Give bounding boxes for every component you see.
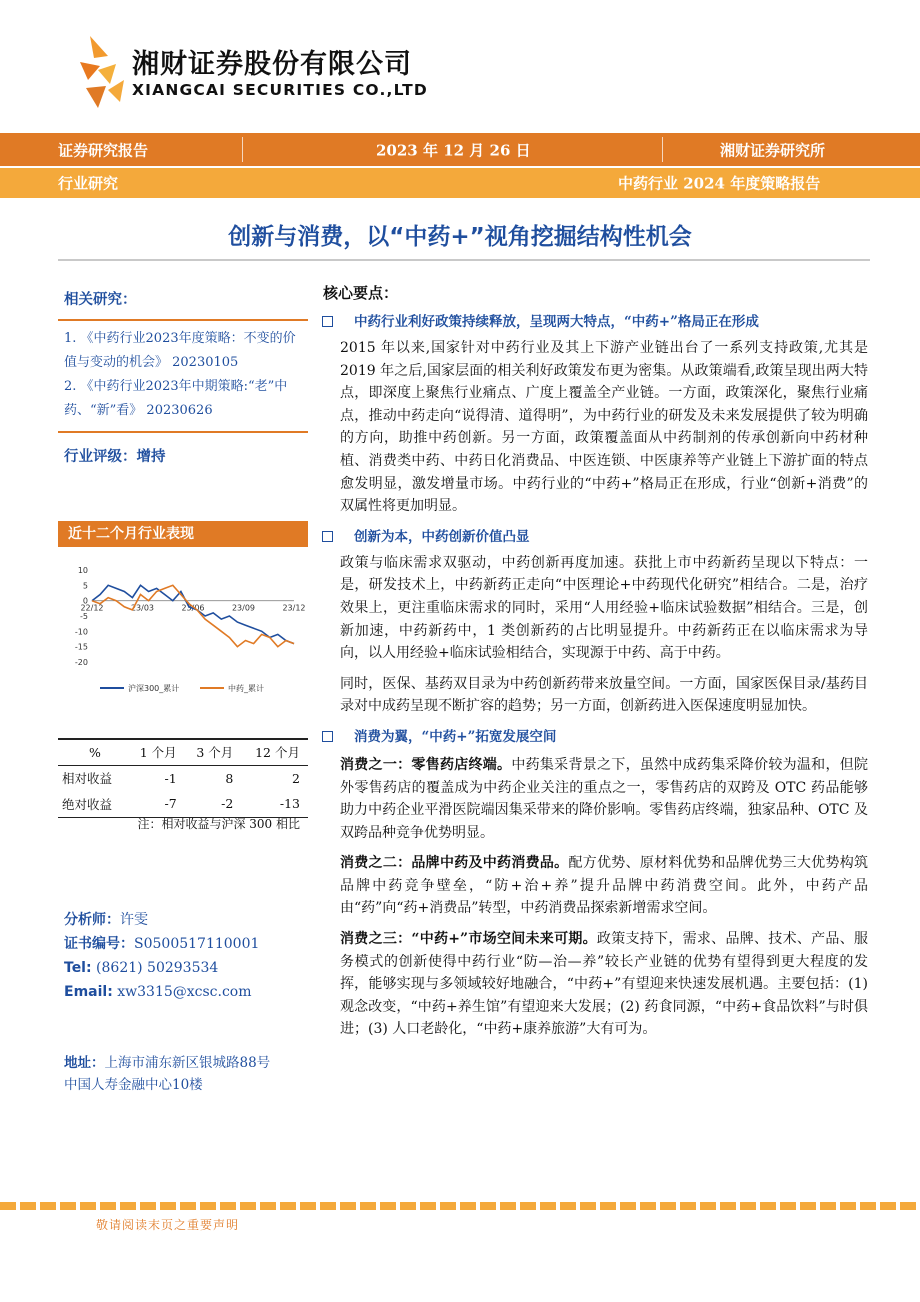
paragraph: 2015 年以来,国家针对中药行业及其上下游产业链出台了一系列支持政策,尤其是 2019 年之后,国家层面的相关利好政策发布更为密集。从政策端看,政策呈现出两大特点，即深度上聚焦行业痛点、广度上覆盖全产业链。一方面，政策深化，聚焦行业痛点，推动中药走向“说得清、道得明”，为中药行业的研发及未来发展提供了较为明确的方向，助推中药创新。另一方面，政策覆盖面从中药制剂的传承创新向中药材种植、消费类中药、中药日化消费品、中医连锁、中医康养等产业链上下游扩面的特点愈发明显，激发增量市场。中药行业的“中药+”格局正在形成，行业“创新+消费”的双属性将更加明显。 bbox=[340, 340, 868, 515]
analyst-label: 分析师： bbox=[64, 912, 120, 928]
table-note: 注：相对收益与沪深 300 相比 bbox=[137, 817, 300, 831]
y-tick-label: 0 bbox=[82, 596, 88, 606]
row-label: 绝对收益 bbox=[62, 796, 113, 812]
related-label: 相关研究： bbox=[64, 292, 137, 308]
address-label: 地址： bbox=[64, 1055, 105, 1071]
table-cell: -2 bbox=[221, 796, 234, 812]
tel-label: Tel: bbox=[64, 960, 92, 976]
company-logo bbox=[80, 36, 428, 108]
point-heading-1 bbox=[320, 311, 868, 333]
company-name-en: XIANGCAI SECURITIES CO.,LTD bbox=[132, 81, 428, 99]
related-item[interactable]: 1. 《中药行业2023年度策略：不变的价值与变动的机会》 20230105 bbox=[64, 331, 296, 370]
col-header: % bbox=[89, 744, 101, 760]
report-title: 创新与消费，以“中药+”视角挖掘结构性机会 bbox=[228, 224, 692, 250]
x-tick-label: 23/09 bbox=[231, 603, 256, 613]
paragraph-lead: 消费之二：品牌中药及中药消费品。 bbox=[340, 855, 569, 872]
table-header-row bbox=[58, 739, 308, 765]
legend-label: 沪深300_累计 bbox=[128, 684, 180, 693]
email-address[interactable]: xw3315@xcsc.com bbox=[117, 984, 252, 1000]
x-tick-label: 22/12 bbox=[80, 603, 104, 613]
square-bullet-icon bbox=[322, 531, 333, 542]
title-divider bbox=[58, 259, 870, 261]
band-divider bbox=[662, 137, 663, 162]
paragraph: 同时，医保、基药双目录为中药创新药带来放量空间。一方面，国家医保目录/基药目录对中成药呈现不断扩容的趋势；另一方面，创新药进入医保速度明显加快。 bbox=[340, 675, 868, 715]
table-cell: -13 bbox=[279, 796, 300, 812]
row-label: 相对收益 bbox=[62, 771, 113, 787]
report-category: 行业研究 bbox=[58, 174, 119, 193]
table-cell: 8 bbox=[225, 770, 234, 786]
paragraph bbox=[320, 754, 868, 844]
point-heading-2 bbox=[320, 526, 868, 548]
core-points bbox=[320, 282, 868, 1049]
square-bullet-icon bbox=[322, 731, 333, 742]
address-line-1: 上海市浦东新区银城路88号 bbox=[104, 1055, 271, 1071]
cert-label: 证书编号： bbox=[64, 936, 134, 952]
related-item[interactable]: 2. 《中药行业2023年中期策略:“老”中药、“新”看》 20230626 bbox=[64, 379, 288, 418]
industry-rating: 行业评级：增持 bbox=[64, 449, 166, 465]
analyst-name: 许雯 bbox=[120, 912, 148, 928]
sub-band bbox=[0, 168, 920, 198]
related-bottom-rule bbox=[58, 431, 308, 433]
address-info bbox=[64, 1052, 324, 1096]
x-tick-label: 23/06 bbox=[181, 603, 205, 613]
table-row bbox=[58, 791, 308, 817]
report-date: 2023 年 12 月 26 日 bbox=[376, 141, 531, 159]
col-header: 3 个月 bbox=[196, 745, 234, 761]
report-series: 中药行业 2024 年度策略报告 bbox=[618, 174, 821, 193]
email-label: Email: bbox=[64, 984, 113, 1000]
company-logo-icon bbox=[80, 36, 124, 108]
company-name-cn: 湘财证券股份有限公司 bbox=[132, 49, 412, 80]
institute-name: 湘财证券研究所 bbox=[720, 141, 826, 159]
performance-chart-svg bbox=[64, 560, 308, 700]
series-line-中药_累计 bbox=[92, 585, 294, 646]
sidebar bbox=[58, 280, 308, 466]
footer-disclaimer: 敬请阅读末页之重要声明 bbox=[96, 1218, 240, 1232]
table-cell: 2 bbox=[292, 770, 300, 786]
tel-number: (8621) 50293534 bbox=[96, 960, 219, 976]
y-tick-label: -5 bbox=[80, 612, 88, 621]
report-type: 证券研究报告 bbox=[58, 141, 149, 159]
y-tick-label: -20 bbox=[74, 658, 88, 667]
table-cell: -1 bbox=[164, 770, 177, 786]
header-band bbox=[0, 133, 920, 166]
x-tick-label: 23/12 bbox=[282, 603, 306, 613]
y-tick-label: 5 bbox=[82, 581, 88, 591]
table-row bbox=[58, 765, 308, 791]
paragraph-body: 政策支持下，需求、品牌、技术、产品、服务模式的创新使得中药行业“防—治—养”较长产业链的优势有望得到更大程度的发挥，能够实现与多领域较好地融合，“中药+”有望迎来快速发展机遇。主要包括：(1) 观念改变，“中药+养生馆”有望迎来大发展；(2) 药食同源，“中药+食品饮料”与时俱进；(3) 人口老龄化，“中药+康养旅游”大有可为。 bbox=[340, 931, 868, 1038]
col-header: 1 个月 bbox=[139, 745, 177, 761]
point-heading-text: 创新为本，中药创新价值凸显 bbox=[354, 528, 530, 545]
paragraph bbox=[320, 852, 868, 920]
address-line-2: 中国人寿金融中心10楼 bbox=[64, 1077, 203, 1093]
table-cell: -7 bbox=[164, 796, 177, 812]
y-tick-label: -10 bbox=[74, 627, 88, 637]
point-heading-3 bbox=[320, 726, 868, 748]
band-divider bbox=[242, 137, 243, 162]
paragraph-lead: 消费之三：“中药+”市场空间未来可期。 bbox=[340, 931, 597, 948]
chart-header: 近十二个月行业表现 bbox=[58, 521, 308, 547]
x-tick-label: 23/03 bbox=[130, 603, 155, 613]
legend-label: 中药_累计 bbox=[228, 684, 264, 693]
paragraph-lead: 消费之一：零售药店终端。 bbox=[340, 756, 512, 773]
paragraph: 政策与临床需求双驱动，中药创新再度加速。获批上市中药新药呈现以下特点：一是，研发技术上，中药新药正走向“中医理论+中药现代化研究”相结合。二是，治疗效果上，更注重临床需求的同时，采用“人用经验+临床试验数据”相结合。三是，创新加速，中药新药中，1 类创新药的占比明显提升。中药新药正在以临床需求为导向，以人用经验+临床试验相结合，实现源于中药、高于中药。 bbox=[340, 554, 868, 662]
col-header: 12 个月 bbox=[255, 745, 300, 761]
performance-table bbox=[58, 738, 308, 818]
paragraph bbox=[320, 928, 868, 1041]
paragraph-body: 中药集采背景之下，虽然中成药集采降价较为温和，但院外零售药店的覆盖成为中药企业关注的重点之一，零售药店的双跨及 OTC 药品能够助力中药企业平滑医院端因集采带来的降价影响。零售药店终端，独家品种、OTC 及双跨品种竞争优势明显。 bbox=[340, 756, 869, 841]
core-title: 核心要点： bbox=[323, 284, 399, 302]
y-tick-label: -15 bbox=[74, 642, 88, 652]
performance-chart bbox=[64, 560, 308, 700]
square-bullet-icon bbox=[322, 316, 333, 327]
analyst-info bbox=[64, 908, 324, 1004]
footer-divider bbox=[0, 1202, 920, 1210]
related-list bbox=[58, 321, 308, 423]
point-heading-text: 中药行业利好政策持续释放，呈现两大特点，“中药+”格局正在形成 bbox=[354, 314, 759, 330]
paragraph-body: 配方优势、原材料优势和品牌优势三大优势构筑品牌中药竞争壁垒，“防+治+养”提升品牌中药消费空间。此外，中药产品由“药”向“药+消费品”转型，中药消费品探索新增需求空间。 bbox=[340, 855, 869, 917]
point-heading-text: 消费为翼，“中药+”拓宽发展空间 bbox=[354, 728, 557, 745]
y-tick-label: 10 bbox=[77, 566, 88, 575]
cert-number: S0500517110001 bbox=[134, 936, 260, 952]
